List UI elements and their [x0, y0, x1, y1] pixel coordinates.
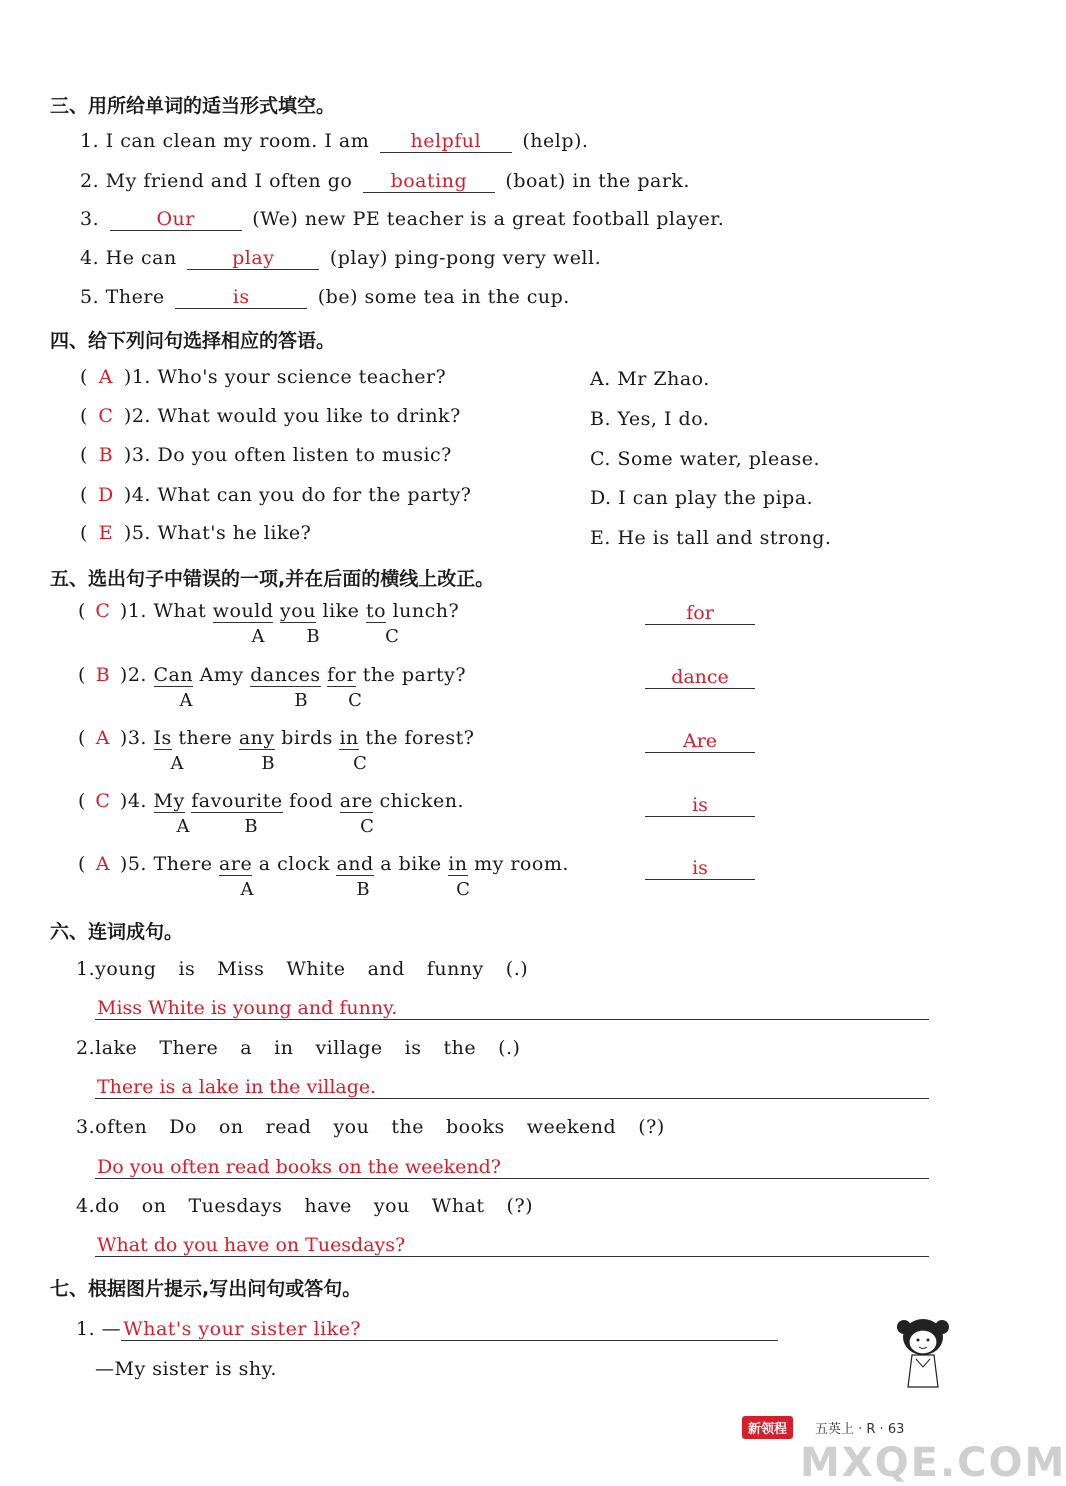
- s4-option-a: A. Mr Zhao.: [590, 368, 710, 390]
- s7-question-line: 1. — What's your sister like?: [76, 1318, 778, 1341]
- s4-answer-3: B: [98, 444, 114, 466]
- s7-answer: —My sister is shy.: [95, 1358, 277, 1380]
- s5-5-label-c: C: [456, 879, 470, 900]
- s3-item-4: 4. He can play (play) ping-pong very well.: [80, 247, 602, 269]
- s4-option-d: D. I can play the pipa.: [590, 487, 814, 509]
- s3-item-3: 3. Our (We) new PE teacher is a great football player.: [80, 208, 725, 230]
- s3-answer-2: boating: [363, 170, 495, 193]
- s5-fix-1: for: [645, 602, 755, 625]
- s5-answer-2: B: [95, 664, 111, 686]
- s3-item-1: 1. I can clean my room. I am helpful (help).: [80, 130, 589, 152]
- s5-fix-5: is: [645, 857, 755, 880]
- s5-2-label-b: B: [294, 690, 308, 711]
- s7-question-answer: What's your sister like?: [121, 1318, 778, 1341]
- s4-answer-4: D: [98, 484, 114, 506]
- s4-option-b: B. Yes, I do.: [590, 408, 710, 430]
- s5-item-3: ( A )3. Is there any birds in the forest?: [78, 727, 475, 749]
- s4-option-e: E. He is tall and strong.: [590, 527, 832, 549]
- watermark: MXQE.COM: [800, 1440, 1066, 1486]
- s5-5-label-a: A: [240, 879, 254, 900]
- s5-1-label-a: A: [251, 626, 265, 647]
- s5-fix-4: is: [645, 794, 755, 817]
- page-label: 五英上 · R · 63: [815, 1422, 905, 1437]
- s6-item-2: 2.lake There a in village is the (.): [76, 1037, 521, 1059]
- s4-item-5: ( E )5. What's he like?: [80, 522, 312, 544]
- s4-item-2: ( C )2. What would you like to drink?: [80, 405, 461, 427]
- section-4-title: 四、给下列问句选择相应的答语。: [50, 330, 336, 352]
- s5-answer-5: A: [95, 853, 111, 875]
- s5-1-label-c: C: [385, 626, 399, 647]
- s5-item-2: ( B )2. Can Amy dances for the party?: [78, 664, 467, 686]
- s3-item-2: 2. My friend and I often go boating (boat) in the park.: [80, 170, 690, 192]
- s5-item-4: ( C )4. My favourite food are chicken.: [78, 790, 465, 812]
- s5-3-label-c: C: [353, 753, 367, 774]
- section-5-title: 五、选出句子中错误的一项,并在后面的横线上改正。: [50, 568, 495, 590]
- s3-answer-5: is: [175, 286, 307, 309]
- s3-answer-3: Our: [110, 208, 242, 231]
- s4-answer-1: A: [98, 366, 114, 388]
- s5-4-label-a: A: [176, 816, 190, 837]
- s6-answer-4: What do you have on Tuesdays?: [95, 1234, 929, 1257]
- s5-5-label-b: B: [356, 879, 370, 900]
- publisher-badge: 新领程: [742, 1416, 793, 1439]
- s5-2-label-a: A: [179, 690, 193, 711]
- s5-fix-2: dance: [645, 666, 755, 689]
- s6-answer-3: Do you often read books on the weekend?: [95, 1156, 929, 1179]
- s5-answer-3: A: [95, 727, 111, 749]
- s6-item-4: 4.do on Tuesdays have you What (?): [76, 1195, 534, 1217]
- section-3-title: 三、用所给单词的适当形式填空。: [50, 95, 336, 117]
- s4-item-1: ( A )1. Who's your science teacher?: [80, 366, 447, 388]
- s5-3-label-b: B: [261, 753, 275, 774]
- s5-answer-1: C: [95, 600, 111, 622]
- s6-item-1: 1.young is Miss White and funny (.): [76, 958, 529, 980]
- s5-4-label-b: B: [244, 816, 258, 837]
- section-7-title: 七、根据图片提示,写出问句或答句。: [50, 1278, 362, 1300]
- s5-1-label-b: B: [306, 626, 320, 647]
- s3-answer-1: helpful: [380, 130, 512, 153]
- s5-3-label-a: A: [170, 753, 184, 774]
- s4-item-4: ( D )4. What can you do for the party?: [80, 484, 472, 506]
- s5-fix-3: Are: [645, 730, 755, 753]
- s5-item-5: ( A )5. There are a clock and a bike in my room.: [78, 853, 569, 875]
- s5-2-label-c: C: [348, 690, 362, 711]
- s3-item-5: 5. There is (be) some tea in the cup.: [80, 286, 570, 308]
- s4-item-3: ( B )3. Do you often listen to music?: [80, 444, 452, 466]
- s4-option-c: C. Some water, please.: [590, 448, 821, 470]
- s4-answer-5: E: [98, 522, 114, 544]
- s5-4-label-c: C: [360, 816, 374, 837]
- s3-answer-4: play: [187, 247, 319, 270]
- s6-answer-2: There is a lake in the village.: [95, 1076, 929, 1099]
- s5-item-1: ( C )1. What would you like to lunch?: [78, 600, 460, 622]
- s4-answer-2: C: [98, 405, 114, 427]
- section-6-title: 六、连词成句。: [50, 921, 184, 943]
- s5-answer-4: C: [95, 790, 111, 812]
- girl-illustration: [888, 1315, 958, 1395]
- s6-answer-1: Miss White is young and funny.: [95, 997, 929, 1020]
- s6-item-3: 3.often Do on read you the books weekend (?): [76, 1116, 665, 1138]
